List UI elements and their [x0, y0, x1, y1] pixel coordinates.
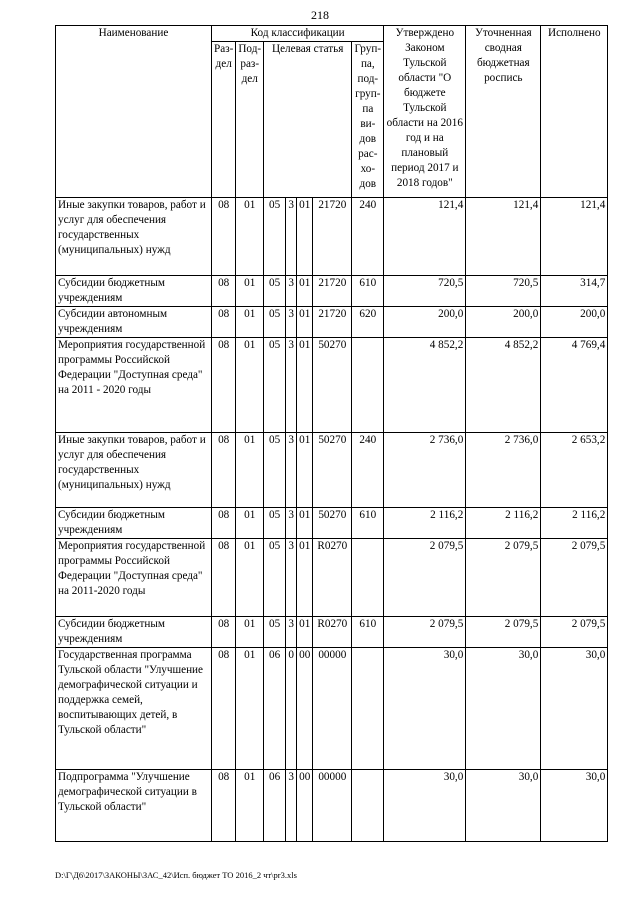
- target-article-subprogram-cell: 3: [286, 433, 297, 508]
- target-article-subprogram-cell: 3: [286, 508, 297, 539]
- header-section: Раз-дел: [212, 42, 236, 198]
- refined-amount-cell: 2 116,2: [466, 508, 541, 539]
- row-name-cell: Субсидии бюджетным учреждениям: [56, 508, 212, 539]
- target-article-direction-cell: R0270: [313, 617, 352, 648]
- target-article-program-cell: 05: [264, 198, 286, 276]
- approved-amount-cell: 2 079,5: [384, 617, 466, 648]
- target-article-subprogram-cell: 3: [286, 770, 297, 842]
- executed-amount-cell: 30,0: [541, 770, 608, 842]
- expense-group-cell: 240: [352, 198, 384, 276]
- target-article-subprogram-cell: 0: [286, 648, 297, 770]
- header-target-article: Целевая статья: [264, 42, 352, 198]
- budget-table: [55, 25, 608, 842]
- target-article-program-cell: 05: [264, 539, 286, 617]
- executed-amount-cell: 200,0: [541, 307, 608, 338]
- table-row: [56, 648, 608, 770]
- header-expense-group: Груп-па, под-груп-па ви-дов рас-хо-дов: [352, 42, 384, 198]
- target-article-event-cell: 01: [297, 508, 313, 539]
- section-cell: 08: [212, 770, 236, 842]
- subsection-cell: 01: [236, 770, 264, 842]
- table-row: [56, 508, 608, 539]
- target-article-event-cell: 00: [297, 648, 313, 770]
- header-refined: Уточненная сводная бюджетная роспись: [466, 26, 541, 198]
- target-article-subprogram-cell: 3: [286, 276, 297, 307]
- row-name-cell: Субсидии автономным учреждениям: [56, 307, 212, 338]
- expense-group-cell: [352, 338, 384, 433]
- target-article-subprogram-cell: 3: [286, 198, 297, 276]
- table-row: [56, 307, 608, 338]
- approved-amount-cell: 2 116,2: [384, 508, 466, 539]
- row-name-cell: Мероприятия государственной программы Российской Федерации "Доступная среда" на 2011 - 2020 годы: [56, 338, 212, 433]
- table-row: [56, 770, 608, 842]
- approved-amount-cell: 4 852,2: [384, 338, 466, 433]
- subsection-cell: 01: [236, 648, 264, 770]
- subsection-cell: 01: [236, 198, 264, 276]
- executed-amount-cell: 4 769,4: [541, 338, 608, 433]
- refined-amount-cell: 121,4: [466, 198, 541, 276]
- table-row: [56, 198, 608, 276]
- approved-amount-cell: 30,0: [384, 770, 466, 842]
- executed-amount-cell: 121,4: [541, 198, 608, 276]
- header-executed: Исполнено: [541, 26, 608, 198]
- target-article-event-cell: 01: [297, 539, 313, 617]
- section-cell: 08: [212, 307, 236, 338]
- header-name: Наименование: [56, 26, 212, 198]
- target-article-event-cell: 01: [297, 617, 313, 648]
- section-cell: 08: [212, 648, 236, 770]
- target-article-event-cell: 01: [297, 276, 313, 307]
- expense-group-cell: 240: [352, 433, 384, 508]
- row-name-cell: Иные закупки товаров, работ и услуг для обеспечения государственных (муниципальных) нужд: [56, 198, 212, 276]
- row-name-cell: Мероприятия государственной программы Российской Федерации "Доступная среда" на 2011-2020 годы: [56, 539, 212, 617]
- expense-group-cell: [352, 539, 384, 617]
- target-article-direction-cell: 00000: [313, 648, 352, 770]
- target-article-event-cell: 01: [297, 338, 313, 433]
- target-article-direction-cell: 50270: [313, 433, 352, 508]
- approved-amount-cell: 30,0: [384, 648, 466, 770]
- expense-group-cell: [352, 770, 384, 842]
- target-article-program-cell: 05: [264, 433, 286, 508]
- target-article-event-cell: 01: [297, 307, 313, 338]
- table-row: [56, 539, 608, 617]
- section-cell: 08: [212, 508, 236, 539]
- refined-amount-cell: 30,0: [466, 648, 541, 770]
- target-article-direction-cell: 50270: [313, 508, 352, 539]
- expense-group-cell: 610: [352, 508, 384, 539]
- target-article-program-cell: 06: [264, 648, 286, 770]
- row-name-cell: Субсидии бюджетным учреждениям: [56, 276, 212, 307]
- file-path-footer: D:\Г\Д6\2017\ЗАКОНЫ\ЗАС_42\Исп. бюджет ТО 2016_2 чт\pr3.xls: [55, 870, 297, 880]
- row-name-cell: Подпрограмма "Улучшение демографической ситуации в Тульской области": [56, 770, 212, 842]
- subsection-cell: 01: [236, 508, 264, 539]
- table-header: [56, 26, 608, 198]
- page-number: 218: [311, 8, 329, 22]
- section-cell: 08: [212, 198, 236, 276]
- table-row: [56, 617, 608, 648]
- subsection-cell: 01: [236, 276, 264, 307]
- executed-amount-cell: 2 079,5: [541, 617, 608, 648]
- row-name-cell: Иные закупки товаров, работ и услуг для обеспечения государственных (муниципальных) нужд: [56, 433, 212, 508]
- target-article-direction-cell: 21720: [313, 307, 352, 338]
- table-row: [56, 276, 608, 307]
- target-article-event-cell: 01: [297, 198, 313, 276]
- table-row: [56, 338, 608, 433]
- expense-group-cell: 610: [352, 617, 384, 648]
- executed-amount-cell: 2 653,2: [541, 433, 608, 508]
- expense-group-cell: 610: [352, 276, 384, 307]
- refined-amount-cell: 2 736,0: [466, 433, 541, 508]
- approved-amount-cell: 720,5: [384, 276, 466, 307]
- expense-group-cell: 620: [352, 307, 384, 338]
- target-article-subprogram-cell: 3: [286, 307, 297, 338]
- target-article-subprogram-cell: 3: [286, 338, 297, 433]
- target-article-direction-cell: 21720: [313, 276, 352, 307]
- section-cell: 08: [212, 338, 236, 433]
- refined-amount-cell: 200,0: [466, 307, 541, 338]
- table-row: [56, 433, 608, 508]
- target-article-program-cell: 05: [264, 276, 286, 307]
- executed-amount-cell: 314,7: [541, 276, 608, 307]
- row-name-cell: Субсидии бюджетным учреждениям: [56, 617, 212, 648]
- subsection-cell: 01: [236, 539, 264, 617]
- target-article-program-cell: 05: [264, 338, 286, 433]
- header-approved: Утверждено Законом Тульской области "О бюджете Тульской области на 2016 год и на плановый период 2017 и 2018 годов": [384, 26, 466, 198]
- section-cell: 08: [212, 539, 236, 617]
- target-article-direction-cell: R0270: [313, 539, 352, 617]
- target-article-event-cell: 00: [297, 770, 313, 842]
- target-article-event-cell: 01: [297, 433, 313, 508]
- executed-amount-cell: 2 079,5: [541, 539, 608, 617]
- subsection-cell: 01: [236, 338, 264, 433]
- approved-amount-cell: 200,0: [384, 307, 466, 338]
- header-subsection: Под-раз-дел: [236, 42, 264, 198]
- target-article-subprogram-cell: 3: [286, 539, 297, 617]
- executed-amount-cell: 30,0: [541, 648, 608, 770]
- target-article-program-cell: 05: [264, 617, 286, 648]
- approved-amount-cell: 2 079,5: [384, 539, 466, 617]
- refined-amount-cell: 2 079,5: [466, 539, 541, 617]
- approved-amount-cell: 121,4: [384, 198, 466, 276]
- subsection-cell: 01: [236, 617, 264, 648]
- target-article-direction-cell: 21720: [313, 198, 352, 276]
- expense-group-cell: [352, 648, 384, 770]
- refined-amount-cell: 30,0: [466, 770, 541, 842]
- target-article-direction-cell: 50270: [313, 338, 352, 433]
- subsection-cell: 01: [236, 307, 264, 338]
- row-name-cell: Государственная программа Тульской области "Улучшение демографической ситуации и поддержка семей, воспитывающих детей, в Тульской области": [56, 648, 212, 770]
- target-article-program-cell: 06: [264, 770, 286, 842]
- target-article-direction-cell: 00000: [313, 770, 352, 842]
- target-article-program-cell: 05: [264, 307, 286, 338]
- section-cell: 08: [212, 276, 236, 307]
- executed-amount-cell: 2 116,2: [541, 508, 608, 539]
- target-article-program-cell: 05: [264, 508, 286, 539]
- target-article-subprogram-cell: 3: [286, 617, 297, 648]
- refined-amount-cell: 4 852,2: [466, 338, 541, 433]
- section-cell: 08: [212, 433, 236, 508]
- approved-amount-cell: 2 736,0: [384, 433, 466, 508]
- section-cell: 08: [212, 617, 236, 648]
- table-body: [56, 198, 608, 842]
- subsection-cell: 01: [236, 433, 264, 508]
- header-code-group: Код классификации: [212, 26, 384, 42]
- refined-amount-cell: 2 079,5: [466, 617, 541, 648]
- refined-amount-cell: 720,5: [466, 276, 541, 307]
